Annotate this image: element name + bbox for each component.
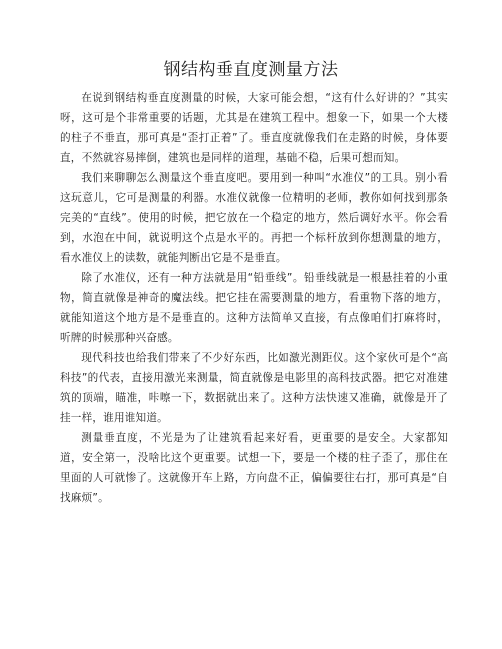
paragraph-2: 我们来聊聊怎么测量这个垂直度吧。要用到一种叫“水准仪”的工具。别小看这玩意儿，它可是测量的利器。水准仪就像一位精明的老师，教你如何找到那条完美的“直线”。使用的时候，把它放在一个稳定的地方，然后调好水平。你会看到，水泡在中间，就说明这个点是水平的。再把一个标杆放到你想测量的地方，看水准仪上的读数，就能判断出它是不是垂直。 <box>60 172 448 264</box>
paragraph-4: 现代科技也给我们带来了不少好东西，比如激光测距仪。这个家伙可是个“高科技”的代表，直接用激光来测量，简直就像是电影里的高科技武器。把它对准建筑的顶端，瞄准，咔嚓一下，数据就出来了。这种方法快速又准确，就像是开了挂一样，谁用谁知道。 <box>60 352 448 424</box>
paragraph-5: 测量垂直度，不光是为了让建筑看起来好看，更重要的是安全。大家都知道，安全第一，没啥比这个更重要。试想一下，要是一个楼的柱子歪了，那住在里面的人可就惨了。这就像开车上路，方向盘不正，偏偏要往右打，那可真是“自找麻烦”。 <box>60 432 448 504</box>
document-body <box>60 88 448 508</box>
document-title: 钢结构垂直度测量方法 <box>163 60 339 80</box>
paragraph-3: 除了水准仪，还有一种方法就是用“铅垂线”。铅垂线就是一根悬挂着的小重物，简直就像是神奇的魔法线。把它挂在需要测量的地方，看重物下落的地方，就能知道这个地方是不是垂直的。这种方法简单又直接，有点像咱们打麻将时，听牌的时候那种兴奋感。 <box>60 272 448 344</box>
paragraph-1: 在说到钢结构垂直度测量的时候，大家可能会想，“这有什么好讲的？”其实呀，这可是个非常重要的话题，尤其是在建筑工程中。想象一下，如果一个大楼的柱子不垂直，那可真是“歪打正着”了。垂直度就像我们在走路的时候，身体要直，不然就容易摔倒，建筑也是同样的道理，基础不稳，后果可想而知。 <box>60 92 448 164</box>
